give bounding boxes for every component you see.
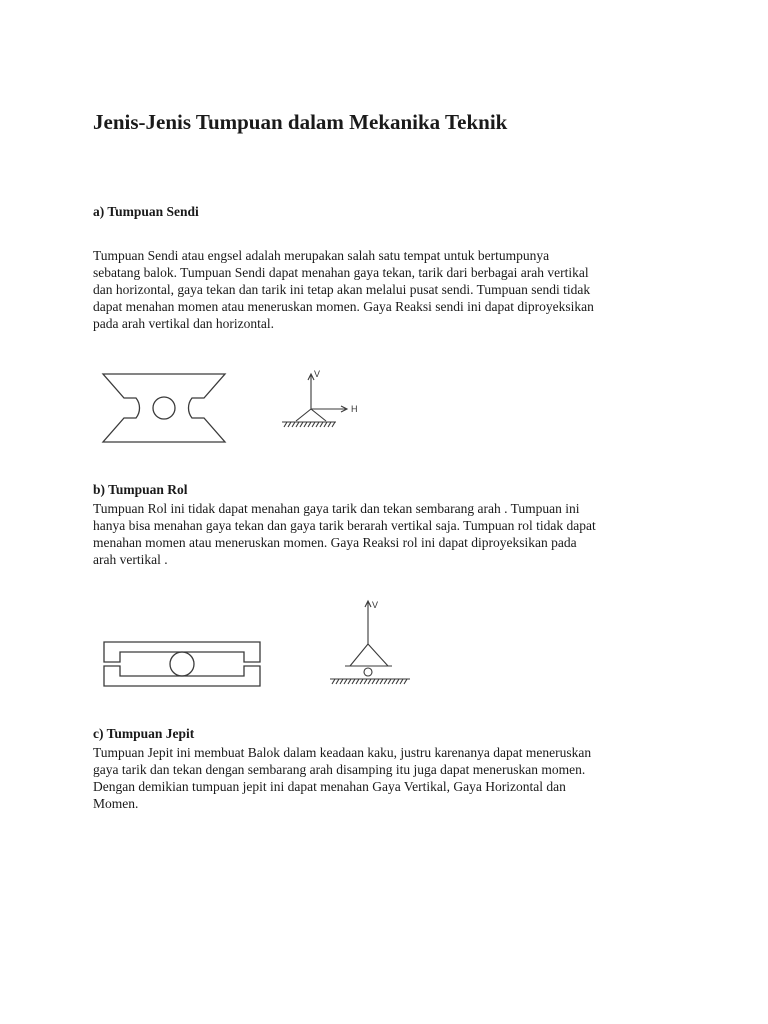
- section-heading-rol: b) Tumpuan Rol: [93, 482, 188, 497]
- text-line: pada arah vertikal dan horizontal.: [93, 316, 275, 331]
- text-line: menahan momen atau meneruskan momen. Gaya Reaksi rol ini dapat diproyeksikan pada: [93, 535, 577, 550]
- paragraph-rol: [93, 500, 683, 568]
- section-heading-sendi: a) Tumpuan Sendi: [93, 204, 199, 219]
- text-line: Tumpuan Jepit ini membuat Balok dalam keadaan kaku, justru karenanya dapat meneruskan: [93, 745, 592, 760]
- text-line: Momen.: [93, 796, 139, 811]
- section-heading-jepit: c) Tumpuan Jepit: [93, 726, 195, 741]
- document-title: Jenis-Jenis Tumpuan dalam Mekanika Teknik: [93, 110, 508, 134]
- text-line: dan horizontal, gaya tekan dan tarik ini tetap akan melalui pusat sendi. Tumpuan sendi tidak: [93, 282, 591, 297]
- text-line: arah vertikal .: [93, 552, 168, 567]
- text-line: Dengan demikian tumpuan jepit ini dapat menahan Gaya Vertikal, Gaya Horizontal dan: [93, 779, 566, 794]
- paragraph-sendi: [93, 247, 683, 332]
- text-line: gaya tarik dan tekan dengan sembarang arah disamping itu juga dapat meneruskan momen.: [93, 762, 586, 777]
- vertical-force-label: V: [314, 369, 321, 379]
- text-line: sebatang balok. Tumpuan Sendi dapat menahan gaya tekan, tarik dari berbagai arah vertikal: [93, 265, 589, 280]
- horizontal-force-label: H: [351, 404, 358, 414]
- roller-reaction-symbol: [320, 596, 415, 692]
- roller-support-diagram: [100, 638, 266, 690]
- vertical-force-label: V: [372, 600, 379, 610]
- text-line: Tumpuan Sendi atau engsel adalah merupakan salah satu tempat untuk bertumpunya: [93, 248, 550, 263]
- text-line: Tumpuan Rol ini tidak dapat menahan gaya tarik dan tekan sembarang arah . Tumpuan ini: [93, 501, 580, 516]
- paragraph-jepit: [93, 744, 683, 812]
- text-line: dapat menahan momen atau meneruskan momen. Gaya Reaksi sendi ini dapat diproyeksikan: [93, 299, 594, 314]
- hinge-reaction-symbol: [276, 365, 366, 435]
- hinge-support-diagram: [98, 368, 230, 448]
- text-line: hanya bisa menahan gaya tekan dan gaya tarik berarah vertikal saja. Tumpuan rol tidak dapat: [93, 518, 596, 533]
